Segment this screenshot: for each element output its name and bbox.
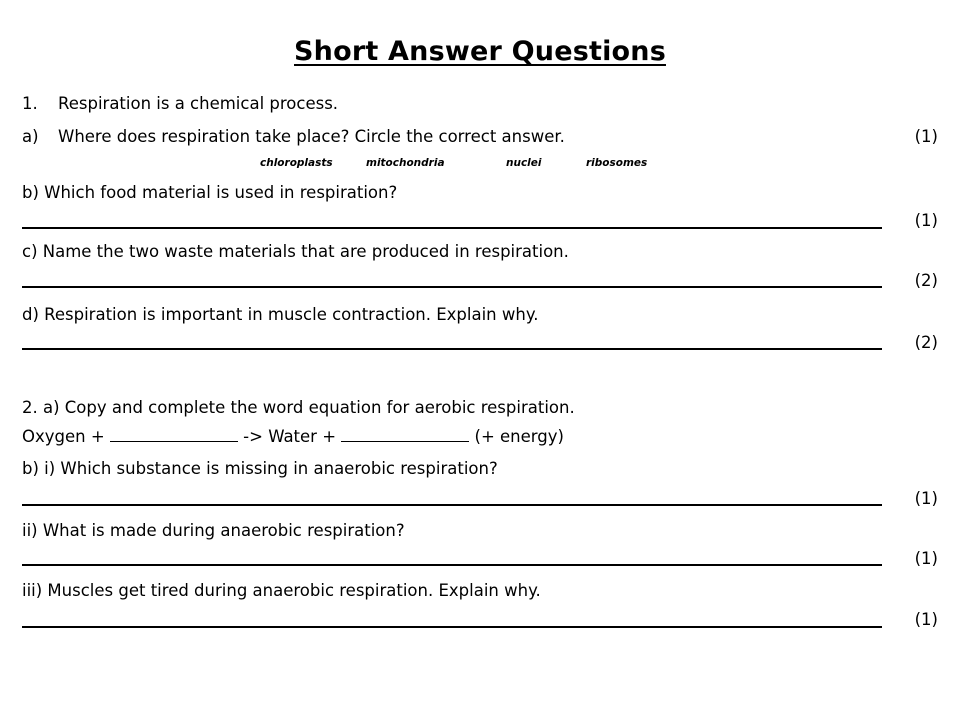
question-1d-marks: (2) xyxy=(914,333,938,352)
answer-line-2bii[interactable] xyxy=(22,564,882,566)
question-2bi-text: b) i) Which substance is missing in anaerobic respiration? xyxy=(22,459,498,478)
option-nuclei[interactable]: nuclei xyxy=(506,157,542,169)
question-1-number: 1. xyxy=(22,94,38,113)
question-2biii-marks: (1) xyxy=(914,610,938,629)
question-1a-text: Where does respiration take place? Circle the correct answer. xyxy=(58,127,565,146)
question-2bi-marks: (1) xyxy=(914,489,938,508)
answer-line-1d[interactable] xyxy=(22,348,882,350)
question-1c-text: c) Name the two waste materials that are produced in respiration. xyxy=(22,242,569,261)
question-1a-label: a) xyxy=(22,127,39,146)
equation-oxygen: Oxygen + xyxy=(22,427,110,446)
question-2bii-marks: (1) xyxy=(914,549,938,568)
page-title: Short Answer Questions xyxy=(294,36,666,67)
question-1-stem xyxy=(22,94,338,114)
answer-line-2bi[interactable] xyxy=(22,504,882,506)
answer-line-2biii[interactable] xyxy=(22,626,882,628)
equation-water: -> Water + xyxy=(237,427,342,446)
question-2biii-text: iii) Muscles get tired during anaerobic respiration. Explain why. xyxy=(22,581,541,600)
question-1d-text: d) Respiration is important in muscle contraction. Explain why. xyxy=(22,305,539,324)
answer-line-1b[interactable] xyxy=(22,227,882,229)
question-2a-text: 2. a) Copy and complete the word equation for aerobic respiration. xyxy=(22,398,575,417)
word-equation xyxy=(22,427,564,447)
option-mitochondria[interactable]: mitochondria xyxy=(366,157,445,169)
option-ribosomes[interactable]: ribosomes xyxy=(586,157,648,169)
answer-line-1c[interactable] xyxy=(22,286,882,288)
question-1a xyxy=(22,127,565,147)
question-1b-marks: (1) xyxy=(914,211,938,230)
question-1b-text: b) Which food material is used in respiration? xyxy=(22,183,398,202)
equation-blank-1[interactable] xyxy=(110,427,238,442)
question-2bii-text: ii) What is made during anaerobic respiration? xyxy=(22,521,405,540)
equation-blank-2[interactable] xyxy=(341,427,469,442)
option-chloroplasts[interactable]: chloroplasts xyxy=(260,157,333,169)
question-1a-marks: (1) xyxy=(914,127,938,146)
question-1-text: Respiration is a chemical process. xyxy=(58,94,339,113)
question-1c-marks: (2) xyxy=(914,271,938,290)
equation-energy: (+ energy) xyxy=(469,427,564,446)
